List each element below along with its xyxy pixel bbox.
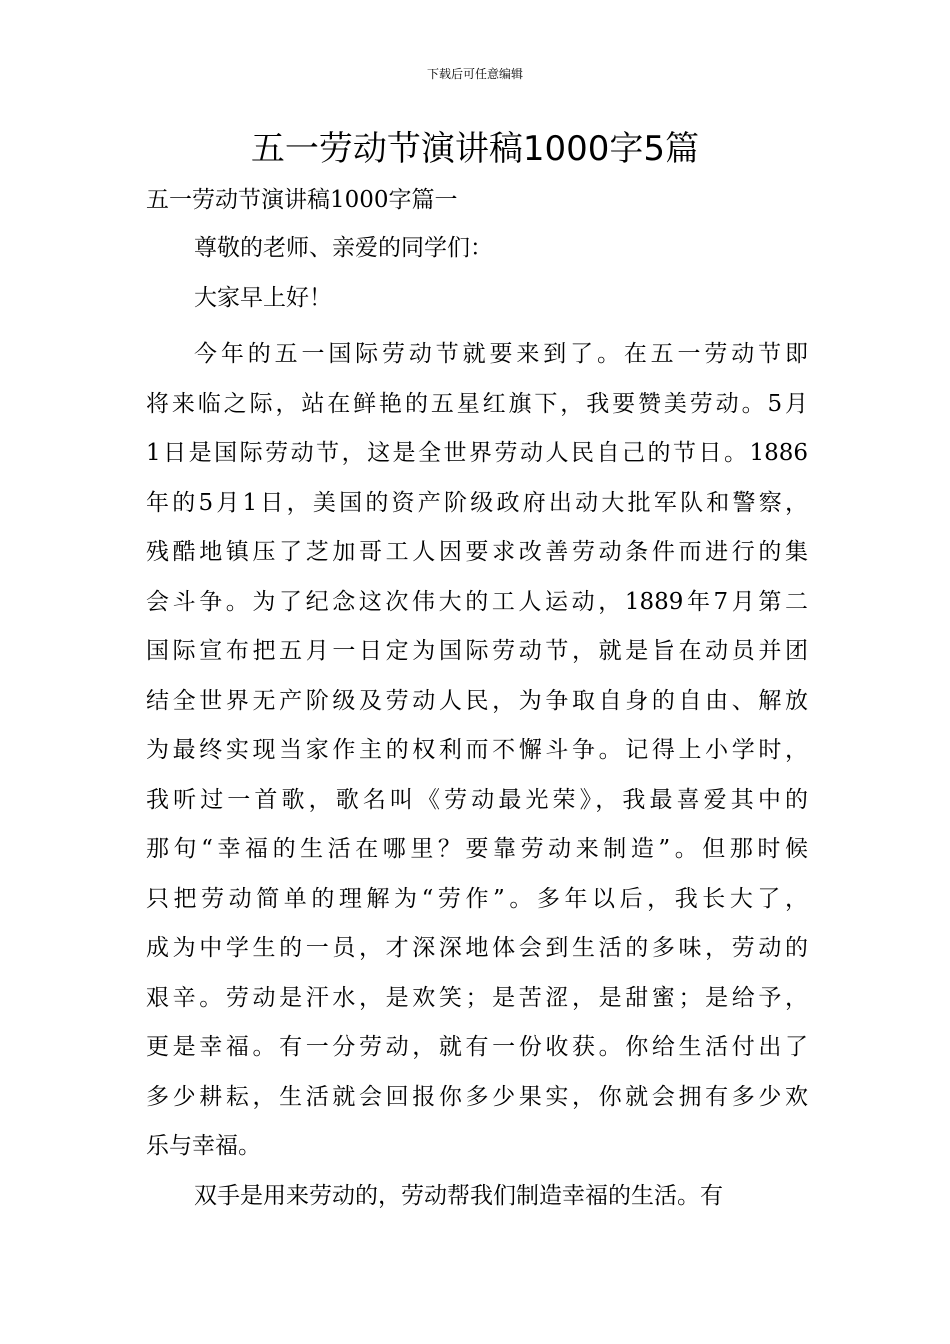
section-title: 五一劳动节演讲稿1000字篇一 bbox=[146, 187, 458, 213]
paragraph-line: 那句“幸福的生活在哪里？要靠劳动来制造”。但那时候 bbox=[146, 836, 808, 862]
paragraph-line: 结全世界无产阶级及劳动人民，为争取自身的自由、解放 bbox=[146, 687, 808, 714]
salutation: 尊敬的老师、亲爱的同学们： bbox=[194, 235, 493, 261]
paragraph-2: 双手是用来劳动的，劳动帮我们制造幸福的生活。有 bbox=[194, 1183, 723, 1209]
paragraph-line: 会斗争。为了纪念这次伟大的工人运动，1889年7月第二 bbox=[146, 588, 808, 615]
paragraph-line: 今年的五一国际劳动节就要来到了。在五一劳动节即 bbox=[194, 341, 808, 367]
document-title: 五一劳动节演讲稿1000字5篇 bbox=[250, 129, 700, 169]
paragraph-line: 将来临之际，站在鲜艳的五星红旗下，我要赞美劳动。5月 bbox=[146, 390, 808, 417]
paragraph-line: 1日是国际劳动节，这是全世界劳动人民自己的节日。1886 bbox=[146, 440, 808, 466]
greeting: 大家早上好！ bbox=[194, 285, 332, 311]
paragraph-1 bbox=[146, 330, 808, 1172]
paragraph-line: 艰辛。劳动是汗水，是欢笑；是苦涩，是甜蜜；是给予， bbox=[146, 984, 808, 1011]
header-note: 下载后可任意编辑 bbox=[426, 67, 523, 81]
paragraph-line: 多少耕耘，生活就会回报你多少果实，你就会拥有多少欢 bbox=[146, 1083, 808, 1110]
paragraph-line: 为最终实现当家作主的权利而不懈斗争。记得上小学时， bbox=[146, 737, 808, 763]
paragraph-line: 残酷地镇压了芝加哥工人因要求改善劳动条件而进行的集 bbox=[146, 539, 808, 565]
paragraph-line: 乐与幸福。 bbox=[146, 1133, 261, 1159]
paragraph-line: 只把劳动简单的理解为“劳作”。多年以后，我长大了， bbox=[146, 885, 808, 912]
paragraph-line: 年的5月1日，美国的资产阶级政府出动大批军队和警察， bbox=[146, 489, 808, 516]
paragraph-line: 成为中学生的一员，才深深地体会到生活的多味，劳动的 bbox=[146, 935, 808, 961]
paragraph-line: 更是幸福。有一分劳动，就有一份收获。你给生活付出了 bbox=[146, 1034, 808, 1060]
paragraph-line: 我听过一首歌，歌名叫《劳动最光荣》，我最喜爱其中的 bbox=[146, 786, 808, 813]
paragraph-line: 国际宣布把五月一日定为国际劳动节，就是旨在动员并团 bbox=[146, 638, 808, 664]
